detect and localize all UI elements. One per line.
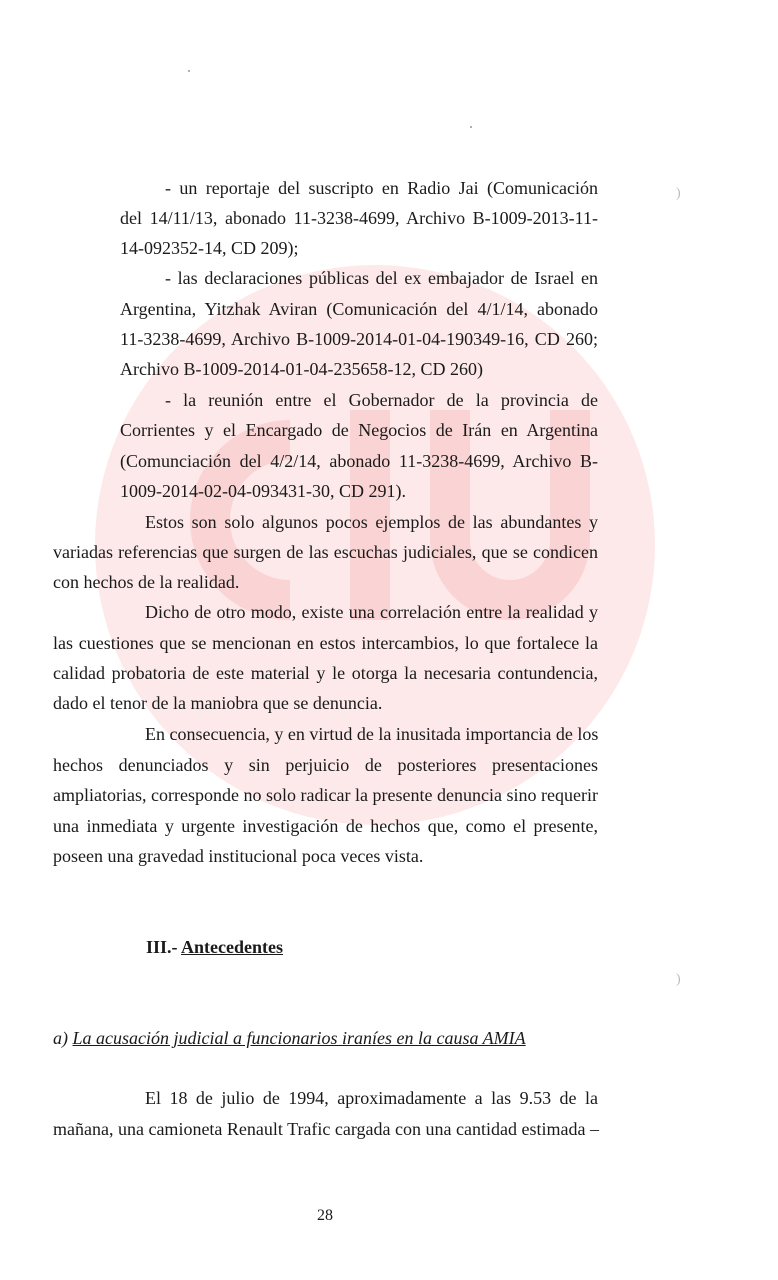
bullet-3-line-3: (Comunciación del 4/2/14, abonado 11-3238-4699, Archivo B- [120,451,598,471]
scan-speck [470,126,472,128]
paragraph-2-line-1: Dicho de otro modo, existe una correlación entre la realidad y [145,602,598,622]
subsection-prefix: a) [53,1028,68,1048]
bullet-1-line-1: - un reportaje del suscripto en Radio Jai (Comunicación [165,178,598,198]
paragraph-3-line-5: poseen una gravedad institucional poca veces vista. [53,846,424,866]
paragraph-3-line-1: En consecuencia, y en virtud de la inusitada importancia de los [145,724,599,744]
page-number: 28 [317,1207,333,1224]
bullet-3-line-1: - la reunión entre el Gobernador de la provincia de [165,390,598,410]
paragraph-1-line-2: variadas referencias que surgen de las escuchas judiciales, que se condicen [53,542,598,562]
paragraph-1-line-3: con hechos de la realidad. [53,572,240,592]
bullet-2-line-4: Archivo B-1009-2014-01-04-235658-12, CD 260) [120,359,483,379]
bullet-2-line-2: Argentina, Yitzhak Aviran (Comunicación del 4/1/14, abonado [120,299,598,319]
bullet-1-line-3: 14-092352-14, CD 209); [120,238,299,258]
edge-mark: ) [676,186,681,201]
subsection-heading [53,1028,526,1048]
section-heading [146,937,283,957]
edge-mark: ) [676,972,681,987]
section-title: Antecedentes [181,937,284,957]
paragraph-2-line-4: dado el tenor de la maniobra que se denuncia. [53,693,383,713]
final-paragraph-line-1: El 18 de julio de 1994, aproximadamente a las 9.53 de la [145,1088,598,1108]
bullet-1-line-2: del 14/11/13, abonado 11-3238-4699, Archivo B-1009-2013-11- [120,208,598,228]
section-prefix: III.- [146,937,178,957]
paragraph-3-line-4: una inmediata y urgente investigación de hechos que, como el presente, [53,816,598,836]
paragraph-3-line-3: ampliatorias, corresponde no solo radicar la presente denuncia sino requerir [53,785,598,805]
paragraph-2-line-3: calidad probatoria de este material y le otorga la necesaria contundencia, [53,663,598,683]
paragraph-2-line-2: las cuestiones que se mencionan en estos intercambios, lo que fortalece la [53,633,598,653]
paragraph-3-line-2: hechos denunciados y sin perjuicio de posteriores presentaciones [53,755,598,775]
bullet-3-line-4: 1009-2014-02-04-093431-30, CD 291). [120,481,406,501]
paragraph-1-line-1: Estos son solo algunos pocos ejemplos de las abundantes y [145,512,598,532]
subsection-title: La acusación judicial a funcionarios iraníes en la causa AMIA [72,1028,526,1048]
bullet-2-line-1: - las declaraciones públicas del ex embajador de Israel en [165,268,598,288]
bullet-2-line-3: 11-3238-4699, Archivo B-1009-2014-01-04-190349-16, CD 260; [120,329,598,349]
scan-speck [188,70,190,72]
final-paragraph-line-2: mañana, una camioneta Renault Trafic cargada con una cantidad estimada – [53,1119,599,1139]
bullet-3-line-2: Corrientes y el Encargado de Negocios de Irán en Argentina [120,420,598,440]
